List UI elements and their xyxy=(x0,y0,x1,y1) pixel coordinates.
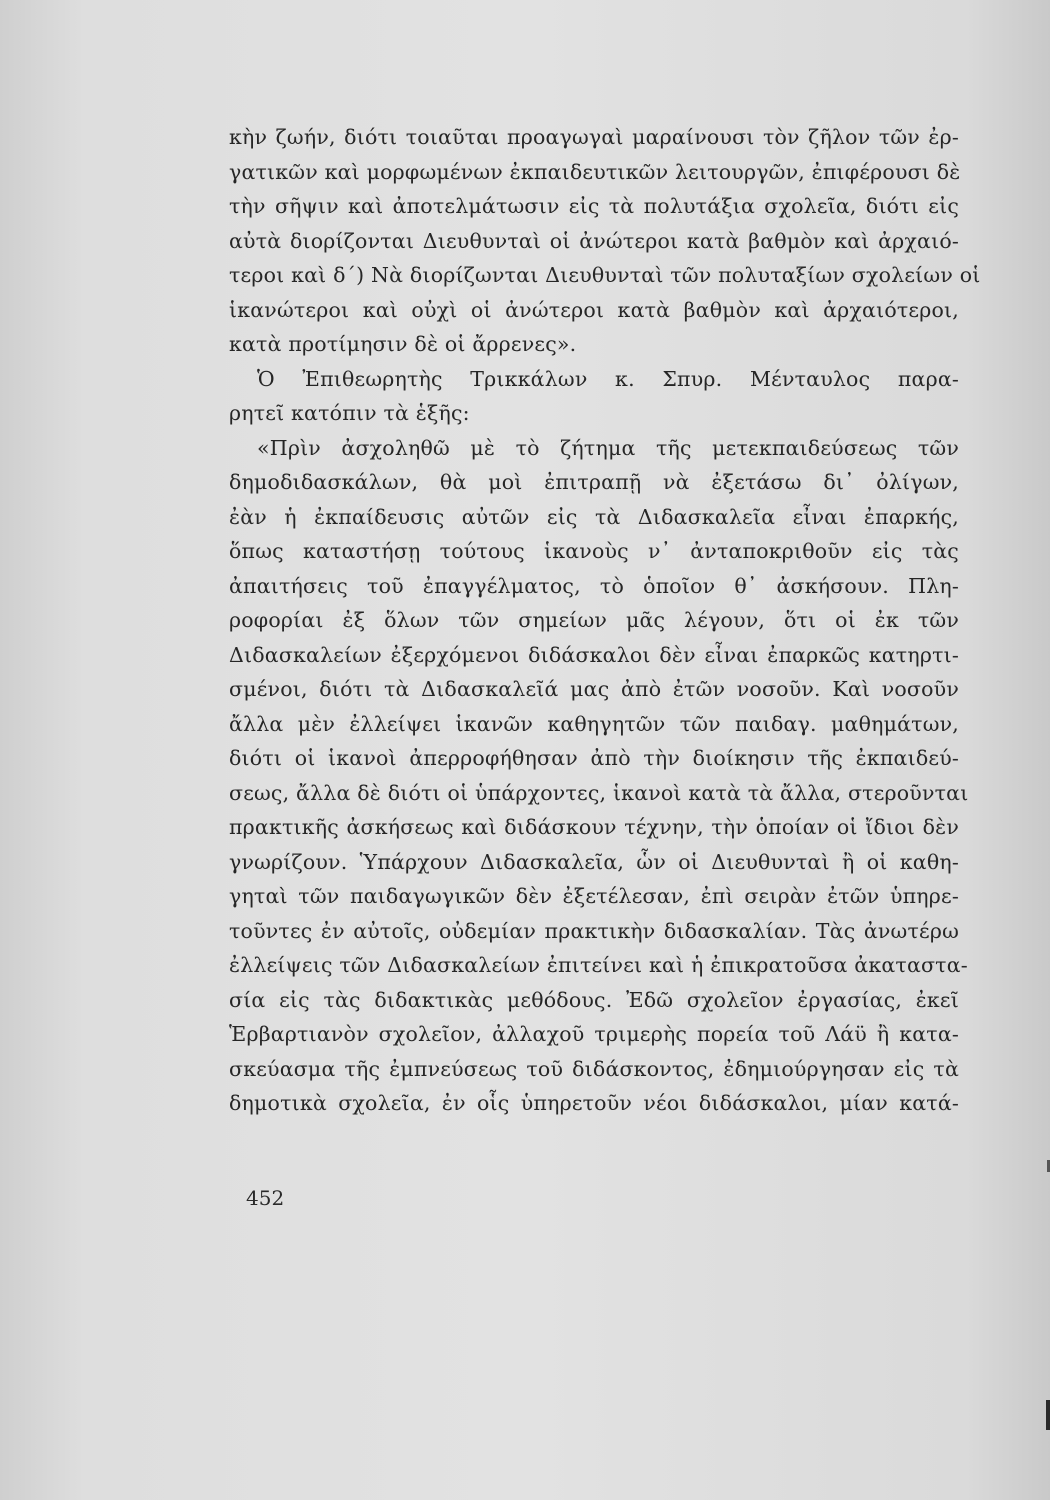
text-line-29: δημοτικὰ σχολεῖα, ἐν οἷς ὑπηρετοῦν νέοι διδάσκαλοι, μίαν κατά- xyxy=(229,1091,959,1115)
text-line-17: σμένοι, διότι τὰ Διδασκαλεῖά μας ἀπὸ ἐτῶν νοσοῦν. Καὶ νοσοῦν xyxy=(229,677,959,701)
text-line-22: γνωρίζουν. Ὑπάρχουν Διδασκαλεῖα, ὧν οἱ Διευθυνταὶ ἢ οἱ καθη- xyxy=(229,849,959,874)
text-line-4: αὐτὰ διορίζονται Διευθυνταὶ οἱ ἀνώτεροι κατὰ βαθμὸν καὶ ἀρχαιό- xyxy=(229,228,959,253)
text-line-5: τεροι καὶ δ΄) Νὰ διορίζωνται Διευθυνταὶ τῶν πολυταξίων σχολείων οἱ xyxy=(229,263,981,287)
text-line-26: σία εἰς τὰς διδακτικὰς μεθόδους. Ἐδῶ σχολεῖον ἐργασίας, ἐκεῖ xyxy=(229,987,959,1012)
text-line-10: «Πρὶν ἀσχοληθῶ μὲ τὸ ζήτημα τῆς μετεκπαιδεύσεως τῶν xyxy=(257,435,959,460)
text-line-6: ἱκανώτεροι καὶ οὐχὶ οἱ ἀνώτεροι κατὰ βαθμὸν καὶ ἀρχαιότεροι, xyxy=(229,297,959,322)
text-line-3: τὴν σῆψιν καὶ ἀποτελμάτωσιν εἰς τὰ πολυτάξια σχολεῖα, διότι εἰς xyxy=(229,194,959,218)
text-line-14: ἀπαιτήσεις τοῦ ἐπαγγέλματος, τὸ ὁποῖον θ᾽ ἀσκήσουν. Πλη- xyxy=(229,573,959,598)
text-line-12: ἐὰν ἡ ἐκπαίδευσις αὐτῶν εἰς τὰ Διδασκαλεῖα εἶναι ἐπαρκής, xyxy=(229,504,959,529)
text-line-11: δημοδιδασκάλων, θὰ μοὶ ἐπιτραπῇ νὰ ἐξετάσω δι᾽ ὀλίγων, xyxy=(229,470,959,494)
body-text xyxy=(229,120,981,1121)
text-line-25: ἐλλείψεις τῶν Διδασκαλείων ἐπιτείνει καὶ ἡ ἐπικρατοῦσα ἀκαταστα- xyxy=(229,953,968,977)
text-line-15: ροφορίαι ἐξ ὅλων τῶν σημείων μᾶς λέγουν, ὅτι οἱ ἐκ τῶν xyxy=(229,608,959,632)
text-line-28: σκεύασμα τῆς ἐμπνεύσεως τοῦ διδάσκοντος, ἐδημιούργησαν εἰς τὰ xyxy=(229,1056,959,1081)
text-line-7: κατὰ προτίμησιν δὲ οἱ ἄρρενες». xyxy=(229,332,577,356)
text-line-2: γατικῶν καὶ μορφωμένων ἐκπαιδευτικῶν λειτουργῶν, ἐπιφέρουσι δὲ xyxy=(229,159,961,184)
page-number: 452 xyxy=(246,1186,285,1210)
text-line-23: γηταὶ τῶν παιδαγωγικῶν δὲν ἐξετέλεσαν, ἐπὶ σειρὰν ἐτῶν ὑπηρε- xyxy=(229,884,959,908)
text-line-16: Διδασκαλείων ἐξερχόμενοι διδάσκαλοι δὲν εἶναι ἐπαρκῶς κατηρτι- xyxy=(229,642,959,667)
edge-mark-bottom xyxy=(1046,1400,1050,1430)
text-line-24: τοῦντες ἐν αὐτοῖς, οὐδεμίαν πρακτικὴν διδασκαλίαν. Τὰς ἀνωτέρω xyxy=(229,918,959,943)
text-line-27: Ἑρβαρτιανὸν σχολεῖον, ἀλλαχοῦ τριμερὴς πορεία τοῦ Λάϋ ἢ κατα- xyxy=(229,1022,959,1046)
text-line-18: ἄλλα μὲν ἐλλείψει ἱκανῶν καθηγητῶν τῶν παιδαγ. μαθημάτων, xyxy=(229,711,959,736)
text-line-20: σεως, ἄλλα δὲ διότι οἱ ὑπάρχοντες, ἱκανοὶ κατὰ τὰ ἄλλα, στεροῦνται xyxy=(229,780,969,805)
text-line-21: πρακτικῆς ἀσκήσεως καὶ διδάσκουν τέχνην, τὴν ὁποίαν οἱ ἴδιοι δὲν xyxy=(229,815,959,839)
text-line-1: κὴν ζωήν, διότι τοιαῦται προαγωγαὶ μαραίνουσι τὸν ζῆλον τῶν ἐρ- xyxy=(229,125,959,149)
text-line-8: Ὁ Ἐπιθεωρητὴς Τρικκάλων κ. Σπυρ. Μένταυλος παρα- xyxy=(257,366,959,391)
text-line-9: ρητεῖ κατόπιν τὰ ἑξῆς: xyxy=(229,401,470,425)
text-line-13: ὅπως καταστήσῃ τούτους ἱκανοὺς ν᾽ ἀνταποκριθοῦν εἰς τὰς xyxy=(229,539,959,563)
text-line-19: διότι οἱ ἱκανοὶ ἀπερροφήθησαν ἀπὸ τὴν διοίκησιν τῆς ἐκπαιδεύ- xyxy=(229,746,959,770)
